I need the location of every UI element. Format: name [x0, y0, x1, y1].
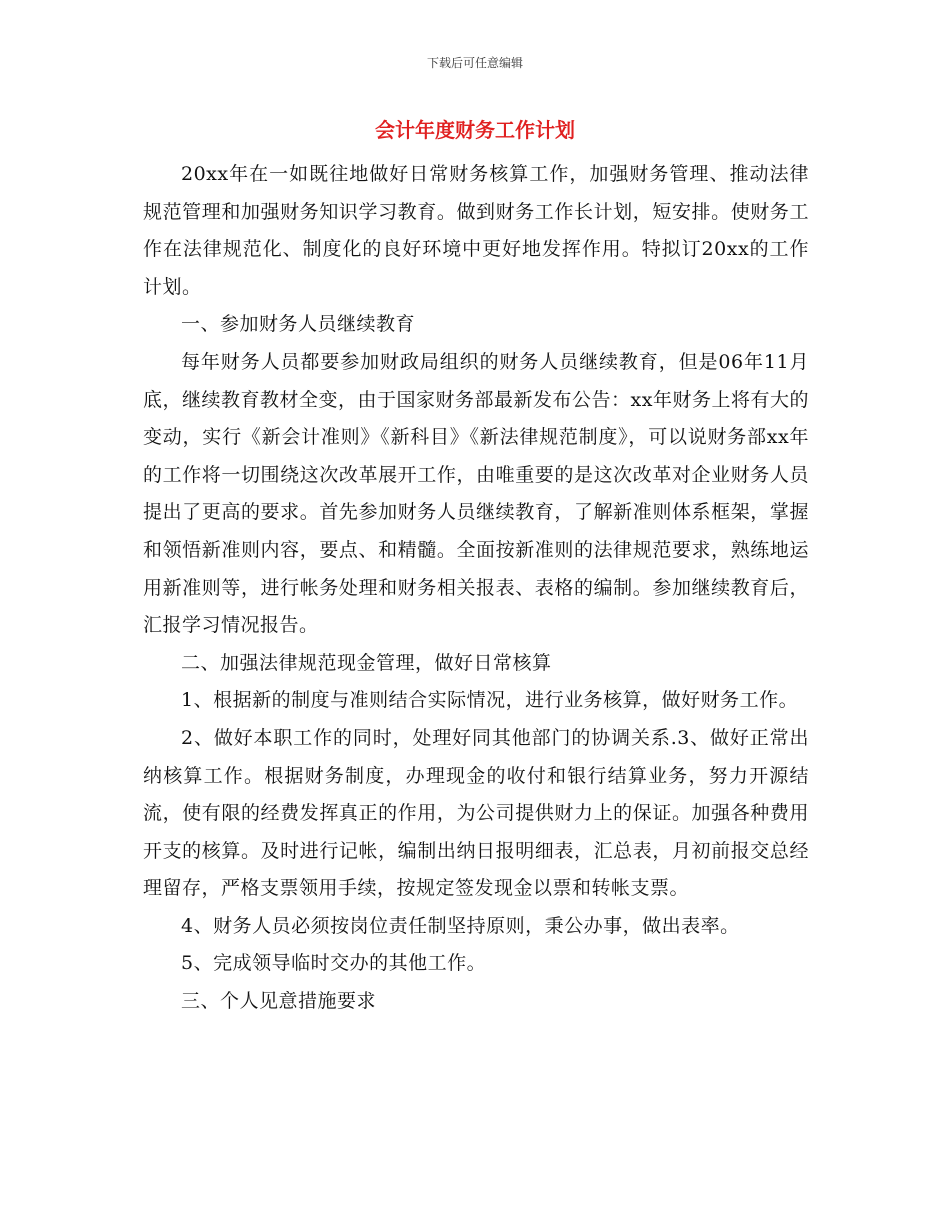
- header-note: 下载后可任意编辑: [426, 56, 523, 70]
- list-item: 5、完成领导临时交办的其他工作。: [181, 952, 487, 975]
- intro-paragraph: 20xx年在一如既往地做好日常财务核算工作，加强财务管理、推动法律规范管理和加强财务知识学习教育。做到财务工作长计划，短安排。使财务工作在法律规范化、制度化的良好环境中更好地发挥作用。特拟订20xx的工作计划。: [143, 163, 809, 298]
- list-item: 4、财务人员必须按岗位责任制坚持原则，秉公办事，做出表率。: [181, 914, 740, 937]
- section-heading-3: 三、个人见意措施要求: [181, 990, 377, 1013]
- list-item: 1、根据新的制度与准则结合实际情况，进行业务核算，做好财务工作。: [181, 689, 799, 712]
- section-heading-1: 一、参加财务人员继续教育: [181, 313, 416, 336]
- document-body: [143, 156, 809, 1021]
- paragraph: 每年财务人员都要参加财政局组织的财务人员继续教育，但是06年11月底，继续教育教材全变，由于国家财务部最新发布公告：xx年财务上将有大的变动，实行《新会计准则》《新科目》《新法律规范制度》，可以说财务部xx年的工作将一切围绕这次改革展开工作，由唯重要的是这次改革对企业财务人员提出了更高的要求。首先参加财务人员继续教育，了解新准则体系框架，掌握和领悟新准则内容，要点、和精髓。全面按新准则的法律规范要求，熟练地运用新准则等，进行帐务处理和财务相关报表、表格的编制。参加继续教育后，汇报学习情况报告。: [143, 350, 809, 637]
- document-title: 会计年度财务工作计划: [375, 118, 575, 142]
- section-heading-2: 二、加强法律规范现金管理，做好日常核算: [181, 651, 552, 674]
- list-item: 2、做好本职工作的同时，处理好同其他部门的协调关系.3、做好正常出纳核算工作。根据财务制度，办理现金的收付和银行结算业务，努力开源结流，使有限的经费发挥真正的作用，为公司提供财力上的保证。加强各种费用开支的核算。及时进行记帐，编制出纳日报明细表，汇总表，月初前报交总经理留存，严格支票领用手续，按规定签发现金以票和转帐支票。: [143, 726, 809, 900]
